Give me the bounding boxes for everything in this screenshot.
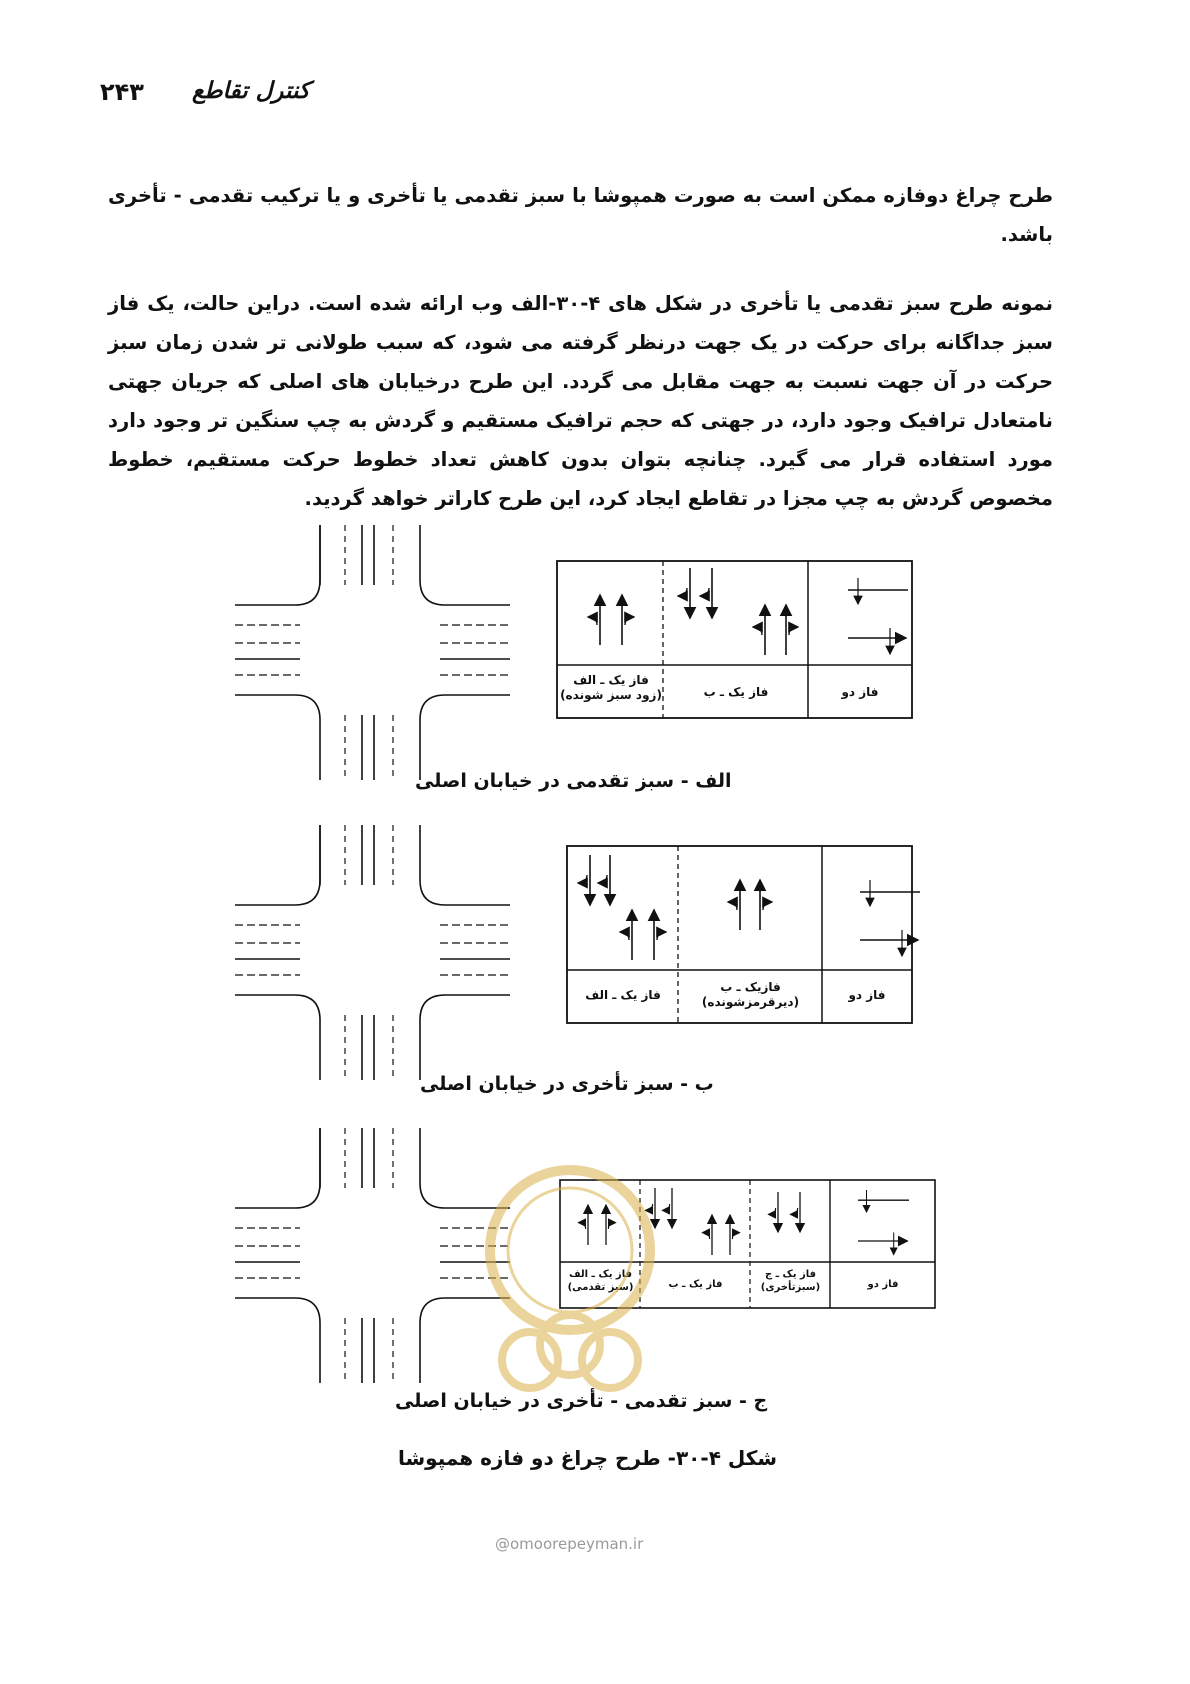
phase-c-4: فاز دو bbox=[867, 1279, 899, 1290]
caption-b: ب - سبز تأخری در خیابان اصلی bbox=[420, 1073, 714, 1095]
phase-c-1-note: (سبز تقدمی) bbox=[567, 1282, 634, 1293]
phase-c-2: فاز یک ـ ب bbox=[668, 1279, 723, 1290]
phase-c-3 bbox=[752, 1268, 829, 1294]
phase-a-1-note: (زود سبز شونده) bbox=[560, 688, 662, 702]
intersection-b bbox=[235, 825, 510, 1080]
running-title: کنترل تقاطع bbox=[192, 78, 310, 104]
phase-c-3-note: (سبزتأخری) bbox=[760, 1282, 821, 1293]
phase-b-2-label: فازیک ـ ب bbox=[720, 980, 781, 994]
phase-b-2 bbox=[680, 980, 821, 1010]
phase-a-3: فاز دو bbox=[841, 685, 879, 699]
phase-a-1 bbox=[560, 673, 662, 703]
caption-c: ج - سبز تقدمی - تأخری در خیابان اصلی bbox=[395, 1390, 768, 1412]
paragraph-1: طرح چراغ دوفازه ممکن است به صورت همپوشا با سبز تقدمی یا تأخری و یا ترکیب تقدمی - تأخری باشد. bbox=[108, 184, 1053, 246]
phase-b-3: فاز دو bbox=[848, 988, 886, 1002]
watermark-seal-icon bbox=[470, 1160, 670, 1460]
phase-a-1-label: فاز یک ـ الف bbox=[573, 673, 649, 687]
phase-b-1: فاز یک ـ الف bbox=[585, 988, 661, 1002]
page-number: ۲۴۳ bbox=[100, 78, 144, 106]
intersection-c bbox=[235, 1128, 510, 1383]
watermark-text: @omoorepeyman.ir bbox=[495, 1535, 644, 1553]
phase-a-2: فاز یک ـ ب bbox=[703, 685, 769, 699]
phase-c-1-label: فاز یک ـ الف bbox=[568, 1269, 632, 1280]
caption-a: الف - سبز تقدمی در خیابان اصلی bbox=[415, 770, 732, 792]
paragraph-2: نمونه طرح سبز تقدمی یا تأخری در شکل های ۴-۳۰-الف وب ارائه شده است. دراین حالت، یک فاز سبز جداگانه برای حرکت در یک جهت درنظر گرفته می شود، که سبب طولانی تر شدن زمان سبز حرکت در آن جهت نسبت به جهت مقابل می گردد. این طرح درخیابان های اصلی که جریان جهتی نامتعادل ترافیک وجود دارد، در جهتی که حجم ترافیک مستقیم و گردش به چپ سنگین تر وجود دارد مورد استفاده قرار می گیرد. چنانچه بتوان بدون کاهش تعداد خطوط حرکت مستقیم، خطوط مخصوص گردش به چپ مجزا در تقاطع ایجاد کرد، این طرح کاراتر خواهد گردید. bbox=[108, 292, 1054, 510]
phase-c-3-label: فاز یک ـ ج bbox=[764, 1269, 817, 1280]
intersection-a bbox=[235, 525, 510, 780]
figure-caption: شکل ۴-۳۰- طرح چراغ دو فازه همپوشا bbox=[398, 1446, 778, 1470]
phase-b-2-note: (دیرقرمزشونده) bbox=[701, 995, 800, 1009]
